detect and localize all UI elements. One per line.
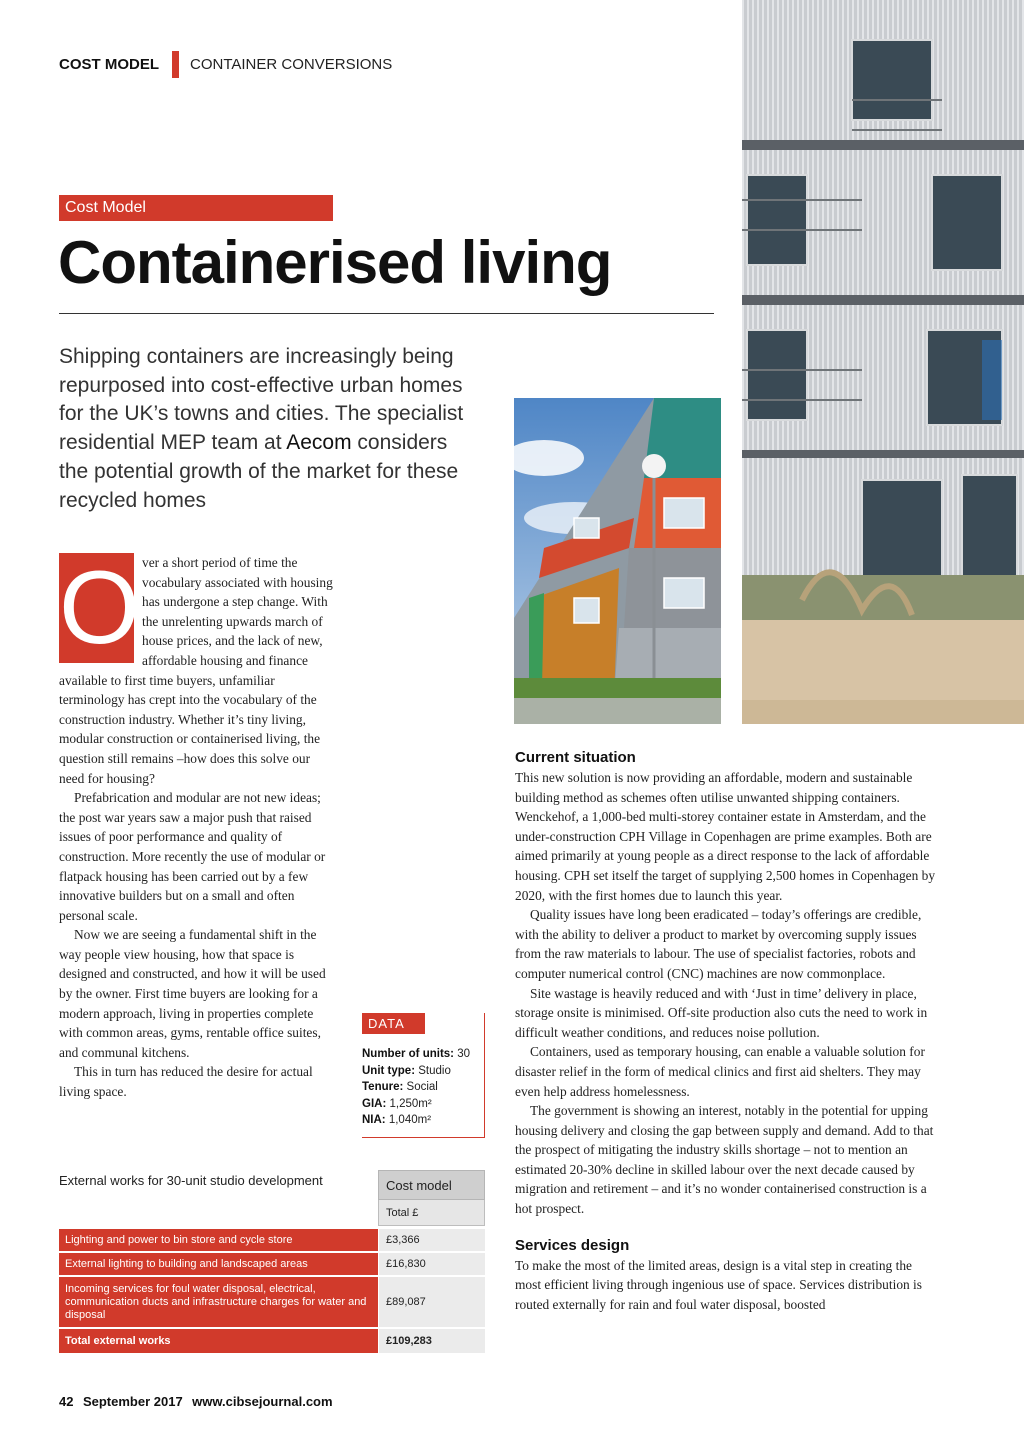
data-tenure xyxy=(362,1079,470,1096)
data-label: DATA xyxy=(362,1013,425,1034)
page-number: 42 xyxy=(59,1394,74,1409)
row-description: Incoming services for foul water disposal, electrical, communication ducts and infrastructure charges for water and disposal xyxy=(59,1277,378,1327)
body-column-right xyxy=(515,748,940,1314)
paragraph: To make the most of the limited areas, design is a vital step in creating the most efficient living through ingenious use of space. Services distribution is routed externally for rain and foul water disposal, boosted xyxy=(515,1257,922,1312)
section-heading: Services design xyxy=(515,1236,630,1254)
data-rows xyxy=(362,1046,470,1129)
table-subheader: Total £ xyxy=(378,1200,485,1226)
paragraph: This in turn has reduced the desire for actual living space. xyxy=(59,1064,313,1100)
gia-label: GIA: xyxy=(362,1097,387,1110)
data-type xyxy=(362,1063,470,1080)
article-title: Containerised living xyxy=(58,229,612,296)
standfirst-text: Shipping containers are increasingly being repurposed into cost-effective urban homes for the UK’s towns and cities. The specialist residential MEP team at xyxy=(59,345,464,455)
table-caption: External works for 30-unit studio development xyxy=(59,1173,323,1188)
section-label: COST MODEL xyxy=(59,56,159,73)
type-label: Unit type: xyxy=(362,1064,416,1077)
table-header: Cost model xyxy=(378,1170,485,1200)
standfirst xyxy=(59,343,479,515)
data-gia xyxy=(362,1096,470,1113)
company-name: Aecom xyxy=(286,431,352,455)
subsection-label: CONTAINER CONVERSIONS xyxy=(190,56,393,73)
site-url: www.cibsejournal.com xyxy=(192,1394,333,1409)
units-value: 30 xyxy=(457,1048,470,1060)
row-value: £16,830 xyxy=(378,1253,485,1275)
section-header xyxy=(59,56,393,73)
row-value: £3,366 xyxy=(378,1229,485,1251)
issue-date: September 2017 xyxy=(82,1394,183,1409)
row-description: Lighting and power to bin store and cycle store xyxy=(59,1229,378,1251)
paragraph: Site wastage is heavily reduced and with ‘Just in time’ delivery in place, storage onsite is minimised. Off-site production also cuts the need to work in difficult weather conditions, and reduces noise pollution. xyxy=(515,985,928,1040)
category-tag: Cost Model xyxy=(59,195,333,221)
table-total-row xyxy=(59,1329,485,1353)
paragraph: Quality issues have long been eradicated – today’s offerings are credible, with the ability to deliver a product to market by overcoming supply issues from the raw materials to labour. The use of specialist factories, robots and computer numerical control (CNC) machines are now commonplace. xyxy=(515,907,922,981)
paragraph: ver a short period of time the vocabulary associated with housing has undergone a step change. With the unrelenting upwards march of house prices, and the lack of new, affordable housing and finance available to first time buyers, unfamiliar terminology has crept into the vocabulary of the construction industry. Whether it’s tiny living, modular construction or containerised living, the question still remains –how does this solve our need for housing? xyxy=(59,555,333,786)
data-units xyxy=(362,1046,470,1063)
gia-value: 1,250m² xyxy=(389,1097,432,1110)
table-row xyxy=(59,1253,485,1275)
row-description: External lighting to building and landscaped areas xyxy=(59,1253,378,1275)
table-row xyxy=(59,1277,485,1327)
row-description: Total external works xyxy=(59,1329,378,1353)
row-value: £109,283 xyxy=(378,1329,485,1353)
page-footer xyxy=(59,1394,339,1409)
section-heading: Current situation xyxy=(515,749,636,766)
paragraph: Prefabrication and modular are not new ideas; the post war years saw a major push that raised issues of poor performance and quality of construction. More recently the use of modular or flatpack housing has been carried out by a few innovative builders but on a small and often personal scale. xyxy=(59,790,326,923)
type-value: Studio xyxy=(418,1064,451,1077)
row-value: £89,087 xyxy=(378,1277,485,1327)
nia-value: 1,040m² xyxy=(388,1114,432,1126)
colourful-container-housing-photo xyxy=(514,398,722,724)
standfirst-text-end: considers the potential growth of the market for these recycled homes xyxy=(59,431,459,512)
data-box xyxy=(362,1013,485,1138)
table-row xyxy=(59,1229,485,1251)
data-nia xyxy=(362,1112,470,1129)
title-rule xyxy=(59,313,714,314)
paragraph: Now we are seeing a fundamental shift in the way people view housing, how that space is designed and constructed, and how it will be used by the owner. First time buyers are looking for a modern approach, living in properties complete with common areas, gyms, rentable office suites, and communal kitchens. xyxy=(59,927,326,1060)
paragraph: The government is showing an interest, notably in the potential for upping housing delivery and closing the gap between supply and demand. Add to that the prospect of mitigating the industry skills shortage – not to mention an estimated 20-30% decline in skilled labour over the next decade caused by migration and retirement – and it’s no wonder containerised construction is a hot prospect. xyxy=(515,1103,934,1217)
paragraph: This new solution is now providing an affordable, modern and sustainable building method as schemes often utilise unwanted shipping containers. Wenckehof, a 1,000-bed multi-storey container estate in Amsterdam, and the under-construction CPH Village in Copenhagen are prime examples. Both are aimed primarily at young people as a direct response to the lack of affordable housing. CPH set itself the target of supplying 2,500 homes in Copenhagen by 2020, with the first homes due to launch this year. xyxy=(515,770,936,903)
tenure-label: Tenure: xyxy=(362,1081,404,1093)
photo-gutter xyxy=(721,398,742,724)
body-column-left xyxy=(59,550,335,1102)
header-divider xyxy=(172,51,179,78)
tenure-value: Social xyxy=(406,1081,438,1093)
nia-label: NIA: xyxy=(362,1114,386,1126)
drop-cap: O xyxy=(59,550,140,666)
paragraph: Containers, used as temporary housing, can enable a valuable solution for disaster relief in the form of medical clinics and first aid shelters. They may even help address homelessness. xyxy=(515,1044,925,1099)
container-building-photo xyxy=(742,0,1024,724)
units-label: Number of units: xyxy=(362,1048,454,1060)
